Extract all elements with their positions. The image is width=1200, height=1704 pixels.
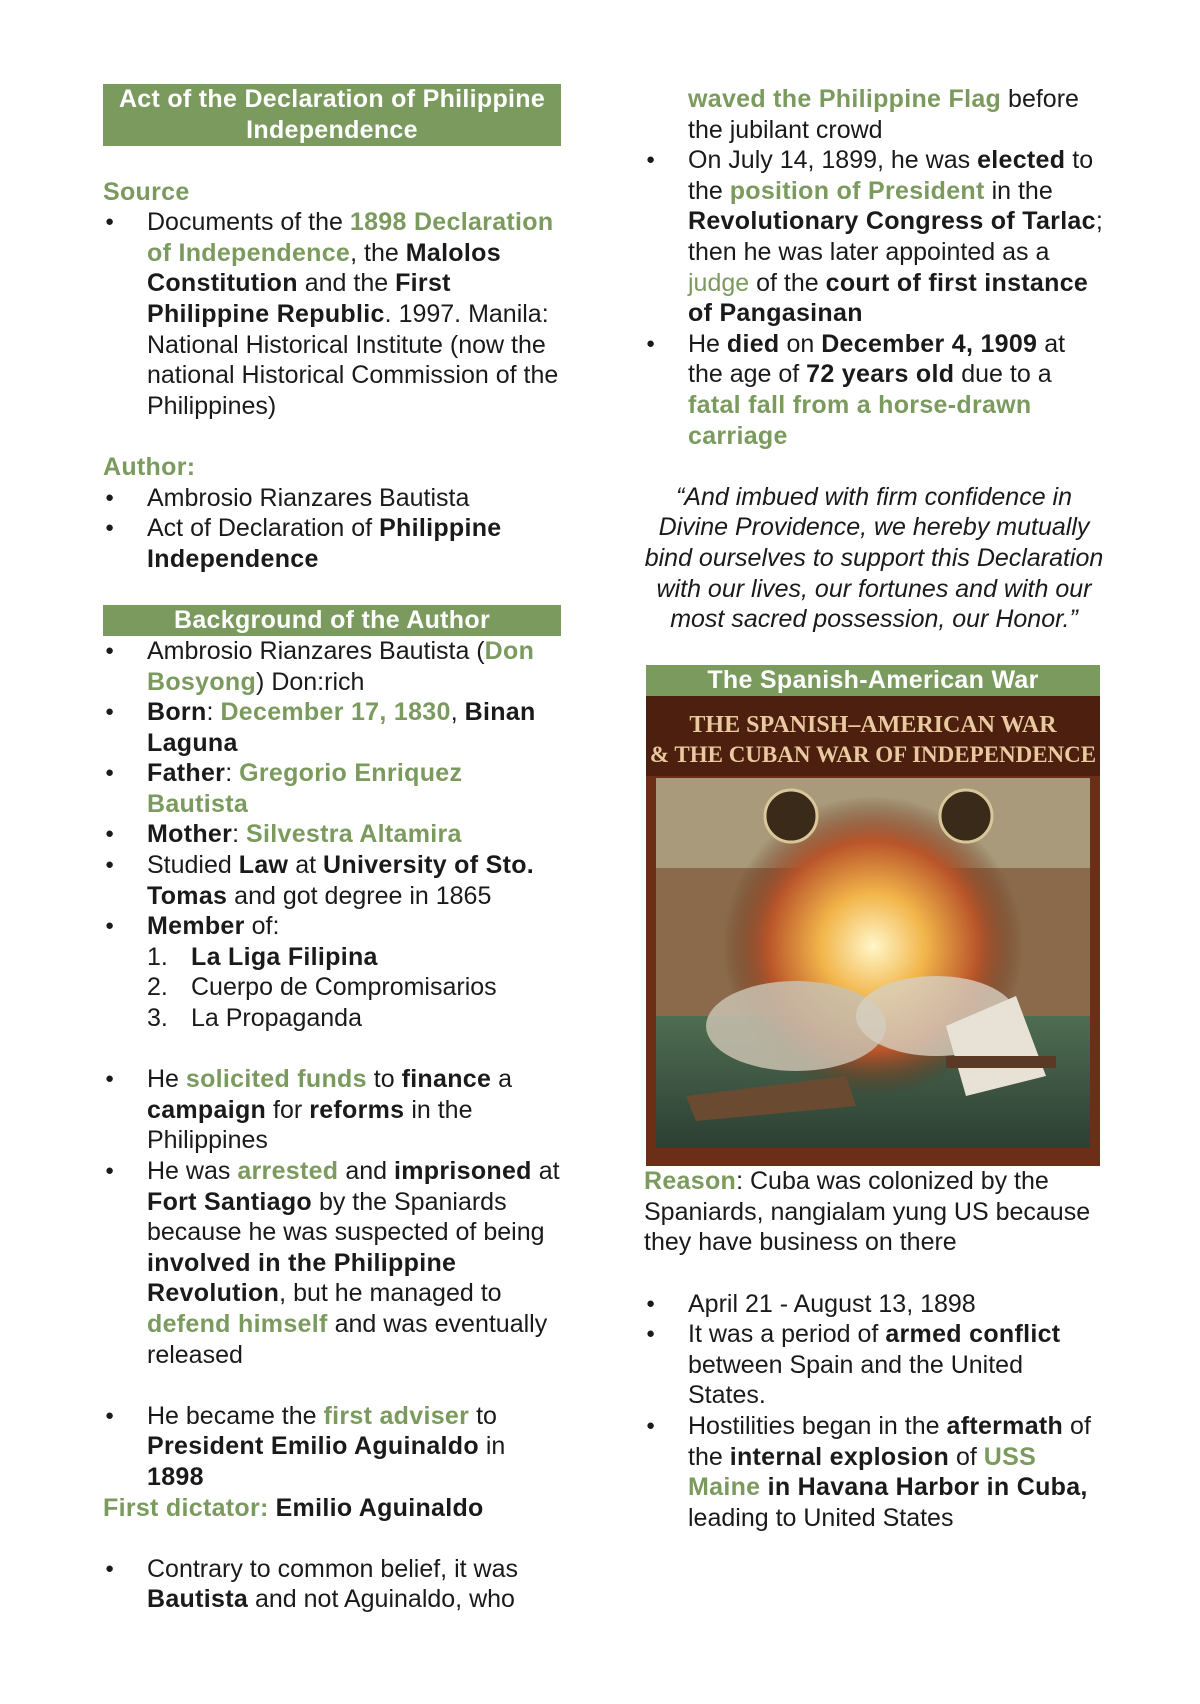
- list-item: ● Documents of the 1898 Declaration of Independence, the Malolos Constitution and the First Philippine Republic. 1997. Manila: National Historical Institute (now the national Historical Commission of the Philippines): [103, 207, 561, 421]
- org-item: 2. Cuerpo de Compromisarios: [147, 973, 497, 1002]
- list-item: ● Father: Gregorio Enriquez Bautista: [103, 758, 561, 819]
- contrary-list: [103, 1554, 561, 1615]
- org-list: [103, 942, 561, 1034]
- war-banner: The Spanish-American War: [646, 665, 1100, 696]
- later-life-list: [644, 145, 1104, 451]
- list-item: ● Studied Law at University of Sto. Tomas and got degree in 1865: [103, 850, 561, 911]
- title-banner: Act of the Declaration of Philippine Independence: [103, 84, 561, 146]
- list-item: ● Ambrosio Rianzares Bautista (Don Bosyong) Don:rich: [103, 636, 561, 697]
- poster-title-line-1: THE SPANISH–AMERICAN WAR: [689, 712, 1057, 739]
- background-list: [103, 636, 561, 942]
- list-item: ● On July 14, 1899, he was elected to the position of President in the Revolutionary Congress of Tarlac; then he was later appointed as a judge of the court of first instance of Pangasinan: [644, 145, 1104, 329]
- war-facts-list: [644, 1289, 1104, 1534]
- source-heading: Source: [103, 177, 190, 206]
- dictator-line: First dictator: Emilio Aguinaldo: [103, 1493, 484, 1522]
- poster-title-line-2: & THE CUBAN WAR OF INDEPENDENCE: [649, 742, 1097, 768]
- activities-list: [103, 1064, 561, 1370]
- background-banner: Background of the Author: [103, 605, 561, 636]
- reason-paragraph: Reason: Cuba was colonized by the Spaniards, nangialam yung US because they have business on there: [644, 1167, 1091, 1257]
- source-list: [103, 207, 561, 421]
- adviser-list: [103, 1401, 561, 1493]
- list-item: ● Born: December 17, 1830, Binan Laguna: [103, 697, 561, 758]
- org-item: 1. La Liga Filipina: [147, 942, 378, 971]
- list-item: ● He was arrested and imprisoned at Fort Santiago by the Spaniards because he was suspected of being involved in the Philippine Revolution, but he managed to defend himself and was eventually released: [103, 1156, 561, 1370]
- right-column: [644, 84, 1104, 1533]
- list-item: ● Member of:: [103, 911, 561, 942]
- author-heading: Author:: [103, 452, 196, 481]
- list-item: ● It was a period of armed conflict between Spain and the United States.: [644, 1319, 1104, 1411]
- list-item: ● He became the first adviser to President Emilio Aguinaldo in 1898: [103, 1401, 561, 1493]
- continued-text: waved the Philippine Flag before the jubilant crowd: [688, 85, 1079, 144]
- org-item: 3. La Propaganda: [147, 1004, 362, 1033]
- list-item: ● He died on December 4, 1909 at the age of 72 years old due to a fatal fall from a horse-drawn carriage: [644, 329, 1104, 451]
- list-item: ● He solicited funds to finance a campaign for reforms in the Philippines: [103, 1064, 561, 1156]
- list-item: ● Ambrosio Rianzares Bautista: [103, 483, 561, 514]
- list-item: ● April 21 - August 13, 1898: [644, 1289, 1104, 1320]
- war-poster-illustration: [646, 696, 1100, 1166]
- list-item: ● Contrary to common belief, it was Bautista and not Aguinaldo, who: [103, 1554, 561, 1615]
- list-item: ● Act of Declaration of Philippine Independence: [103, 513, 561, 574]
- left-column: [103, 84, 561, 1615]
- war-poster-image: [646, 696, 1100, 1166]
- list-item: ● Hostilities began in the aftermath of the internal explosion of USS Maine in Havana Harbor in Cuba, leading to United States: [644, 1411, 1104, 1533]
- list-item: ● Mother: Silvestra Altamira: [103, 819, 561, 850]
- declaration-quote: “And imbued with firm confidence in Divine Providence, we hereby mutually bind ourselves to support this Declaration with our lives, our fortunes and with our most sacred possession, our Honor.”: [644, 482, 1104, 634]
- author-list: [103, 483, 561, 575]
